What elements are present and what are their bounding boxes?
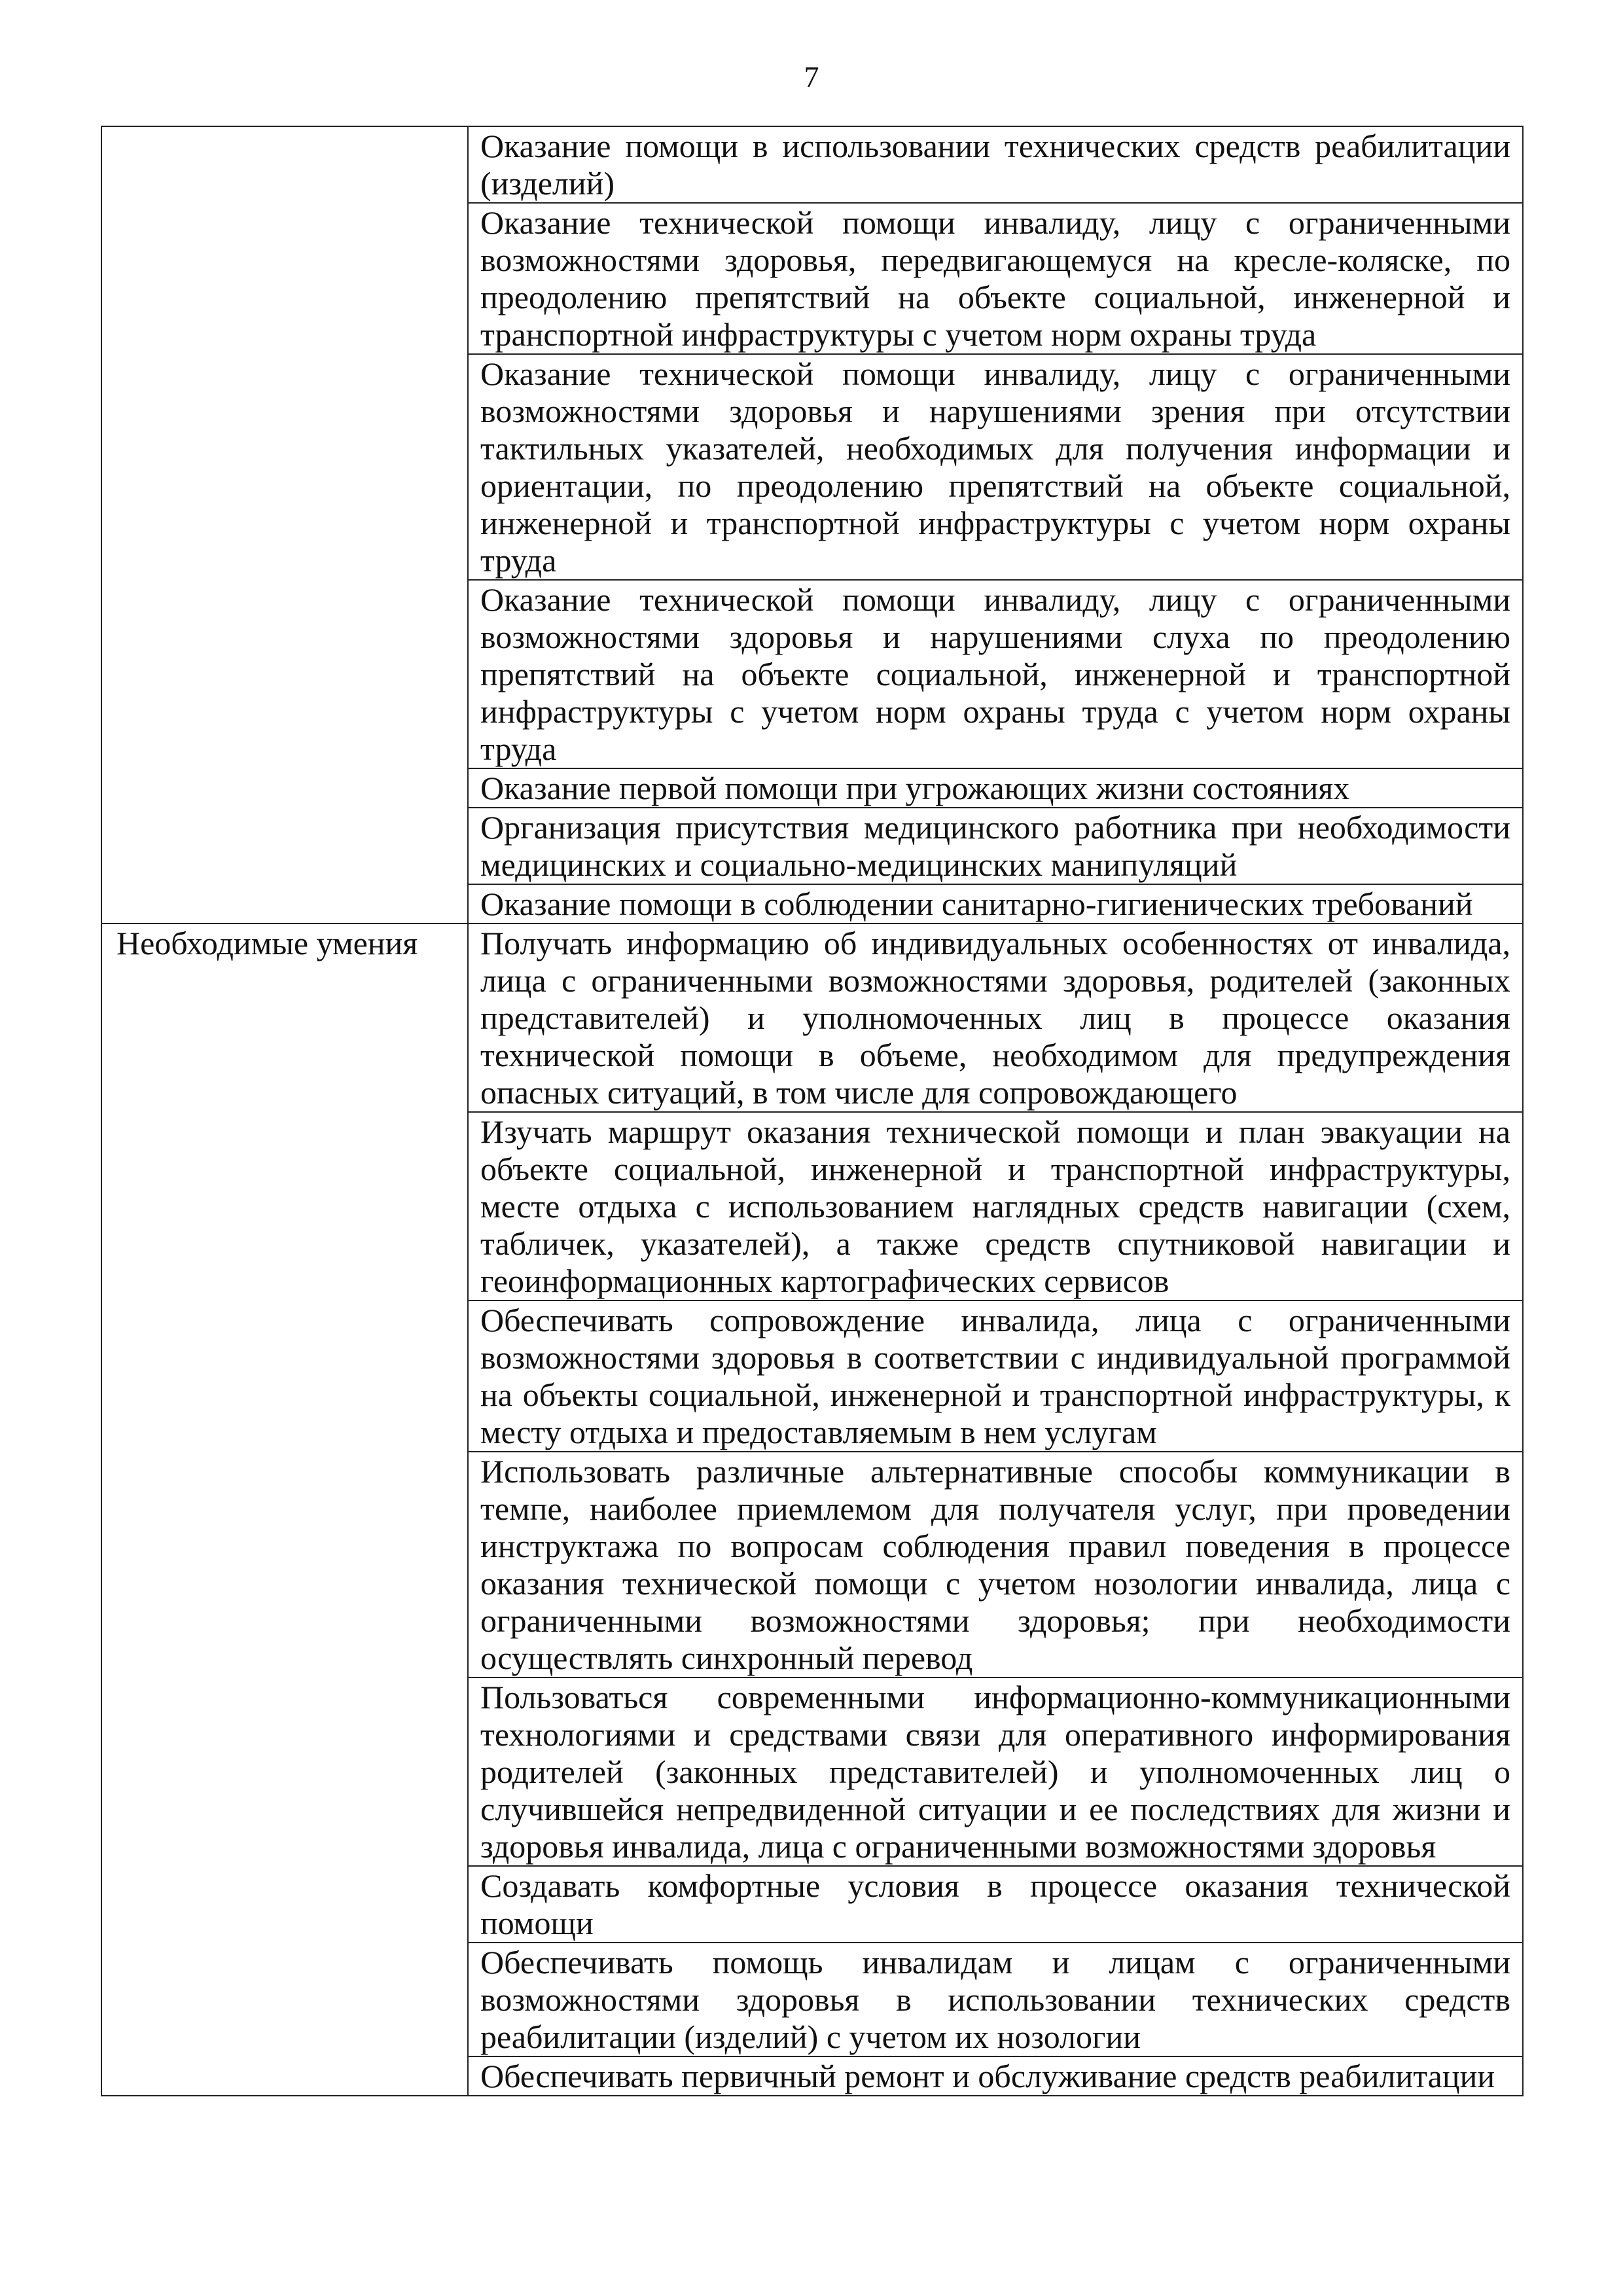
section-label-continued bbox=[101, 126, 468, 924]
table-body bbox=[101, 126, 1523, 2096]
table-cell-item: Получать информацию об индивидуальных особенностях от инвалида, лица с ограниченными возможностями здоровья, родителей (законных представителей) и уполномоченных лиц в процессе оказания технической помощи в объеме, необходимом для предупреждения опасных ситуаций, в том числе для сопровождающего bbox=[468, 924, 1523, 1112]
table-cell-item: Обеспечивать сопровождение инвалида, лица с ограниченными возможностями здоровья в соответствии с индивидуальной программой на объекты социальной, инженерной и транспортной инфраструктуры, к месту отдыха и предоставляемым в нем услугам bbox=[468, 1300, 1523, 1452]
table-cell-item: Обеспечивать первичный ремонт и обслуживание средств реабилитации bbox=[468, 2056, 1523, 2096]
table-cell-item: Организация присутствия медицинского работника при необходимости медицинских и социально-медицинских манипуляций bbox=[468, 808, 1523, 884]
table-cell-item: Оказание технической помощи инвалиду, лицу с ограниченными возможностями здоровья и нарушениями слуха по преодолению препятствий на объекте социальной, инженерной и транспортной инфраструктуры с учетом норм охраны труда с учетом норм охраны труда bbox=[468, 580, 1523, 768]
table-cell-item: Создавать комфортные условия в процессе оказания технической помощи bbox=[468, 1866, 1523, 1943]
table-cell-item: Пользоваться современными информационно-коммуникационными технологиями и средствами связи для оперативного информирования родителей (законных представителей) и уполномоченных лиц о случившейся непредвиденной ситуации и ее последствиях для жизни и здоровья инвалида, лица с ограниченными возможностями здоровья bbox=[468, 1677, 1523, 1866]
table-cell-item: Оказание технической помощи инвалиду, лицу с ограниченными возможностями здоровья, передвигающемуся на кресле-коляске, по преодолению препятствий на объекте социальной, инженерной и транспортной инфраструктуры с учетом норм охраны труда bbox=[468, 203, 1523, 354]
table-cell-item: Использовать различные альтернативные способы коммуникации в темпе, наиболее приемлемом для получателя услуг, при проведении инструктажа по вопросам соблюдения правил поведения в процессе оказания технической помощи с учетом нозологии инвалида, лица с ограниченными возможностями здоровья; при необходимости осуществлять синхронный перевод bbox=[468, 1452, 1523, 1677]
table-cell-item: Изучать маршрут оказания технической помощи и план эвакуации на объекте социальной, инженерной и транспортной инфраструктуры, месте отдыха с использованием наглядных средств навигации (схем, табличек, указателей), а также средств спутниковой навигации и геоинформационных картографических сервисов bbox=[468, 1112, 1523, 1300]
table-cell-item: Оказание помощи в использовании технических средств реабилитации (изделий) bbox=[468, 126, 1523, 203]
table-cell-item: Оказание помощи в соблюдении санитарно-гигиенических требований bbox=[468, 884, 1523, 924]
table-row bbox=[101, 126, 1523, 203]
page-number: 7 bbox=[804, 60, 819, 94]
table-cell-item: Обеспечивать помощь инвалидам и лицам с ограниченными возможностями здоровья в использовании технических средств реабилитации (изделий) с учетом их нозологии bbox=[468, 1943, 1523, 2056]
section-label-skills: Необходимые умения bbox=[101, 924, 468, 2096]
table-cell-item: Оказание технической помощи инвалиду, лицу с ограниченными возможностями здоровья и нарушениями зрения при отсутствии тактильных указателей, необходимых для получения информации и ориентации, по преодолению препятствий на объекте социальной, инженерной и транспортной инфраструктуры с учетом норм охраны труда bbox=[468, 354, 1523, 580]
competency-table bbox=[101, 126, 1524, 2096]
table-cell-item: Оказание первой помощи при угрожающих жизни состояниях bbox=[468, 768, 1523, 808]
table-row bbox=[101, 924, 1523, 1112]
